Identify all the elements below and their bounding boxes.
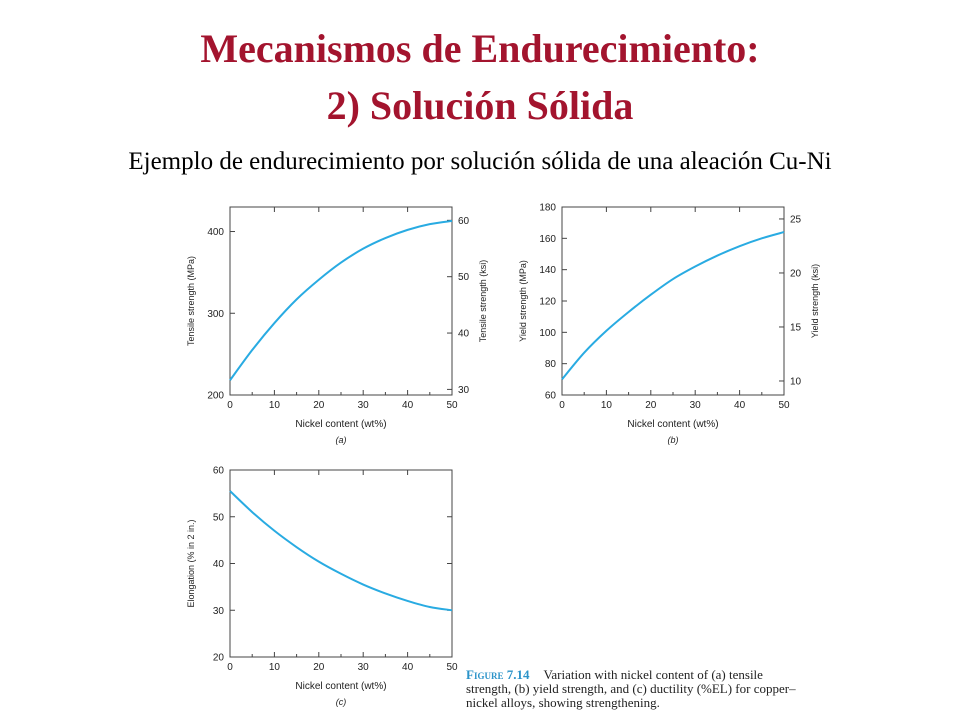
x-tick-label: 50 (778, 400, 790, 411)
data-curve (562, 232, 784, 379)
y-tick-label: 400 (207, 227, 224, 239)
y-tick-label: 160 (539, 233, 556, 245)
panel-label: (b) (667, 435, 679, 445)
y2-tick-label: 20 (790, 268, 802, 280)
y-tick-label: 60 (544, 390, 556, 402)
x-tick-label: 0 (227, 400, 233, 411)
x-tick-label: 20 (313, 662, 325, 673)
y2-axis-label: Yield strength (ksi) (810, 263, 820, 339)
x-tick-label: 40 (402, 662, 414, 673)
y-tick-label: 200 (207, 390, 224, 402)
chart-yield-strength (512, 195, 832, 455)
y2-tick-label: 10 (790, 376, 802, 388)
x-tick-label: 30 (357, 400, 369, 411)
y-tick-label: 180 (539, 202, 556, 214)
x-axis-label: Nickel content (wt%) (295, 681, 387, 692)
chart-tensile-strength (180, 195, 500, 455)
x-tick-label: 10 (268, 662, 280, 673)
y2-tick-label: 60 (458, 215, 470, 227)
slide-title-line1: Mecanismos de Endurecimiento: (200, 26, 760, 71)
y-tick-label: 60 (212, 465, 224, 477)
plot-frame (230, 470, 452, 657)
x-axis-label: Nickel content (wt%) (295, 419, 387, 430)
x-tick-label: 30 (689, 400, 701, 411)
figure-caption (466, 668, 796, 710)
y-axis-label: Tensile strength (MPa) (186, 255, 196, 347)
x-tick-label: 50 (446, 662, 458, 673)
y-tick-label: 140 (539, 265, 556, 277)
y-tick-label: 80 (544, 359, 556, 371)
slide-title-line2: 2) Solución Sólida (326, 83, 634, 128)
x-tick-label: 0 (559, 400, 565, 411)
y2-tick-label: 40 (458, 328, 470, 340)
panel-label: (c) (335, 697, 347, 707)
plot-frame (562, 207, 784, 395)
x-axis-label: Nickel content (wt%) (627, 419, 719, 430)
x-tick-label: 40 (734, 400, 746, 411)
y-axis-label: Elongation (% in 2 in.) (186, 519, 196, 608)
y-tick-label: 100 (539, 327, 556, 339)
figure-label: Figure 7.14 (466, 667, 530, 682)
y2-tick-label: 50 (458, 272, 470, 284)
y-tick-label: 300 (207, 308, 224, 320)
panel-label: (a) (335, 435, 347, 445)
x-tick-label: 10 (600, 400, 612, 411)
y2-tick-label: 15 (790, 322, 802, 334)
y-tick-label: 40 (212, 559, 224, 570)
y-tick-label: 120 (539, 296, 556, 308)
y2-tick-label: 30 (458, 384, 470, 396)
y-tick-label: 50 (212, 512, 224, 524)
chart-elongation (180, 460, 500, 715)
y2-tick-label: 25 (790, 214, 802, 226)
data-curve (230, 491, 452, 610)
slide-subtitle: Ejemplo de endurecimiento por solución sólida de una aleación Cu-Ni (128, 148, 832, 175)
figure-caption-text: Variation with nickel content of (a) tensile strength, (b) yield strength, and (c) ductility (%EL) for copper–nickel alloys, showing strengthening. (466, 667, 796, 710)
plot-frame (230, 207, 452, 395)
x-tick-label: 20 (313, 400, 325, 411)
x-tick-label: 10 (268, 400, 280, 411)
data-curve (230, 221, 452, 380)
y-tick-label: 30 (212, 605, 224, 617)
x-tick-label: 40 (402, 400, 414, 411)
x-tick-label: 30 (357, 662, 369, 673)
y-axis-label: Yield strength (MPa) (518, 260, 528, 342)
y-tick-label: 20 (212, 652, 224, 664)
x-tick-label: 0 (227, 662, 233, 673)
x-tick-label: 50 (446, 400, 458, 411)
y2-axis-label: Tensile strength (ksi) (478, 259, 488, 343)
x-tick-label: 20 (645, 400, 657, 411)
